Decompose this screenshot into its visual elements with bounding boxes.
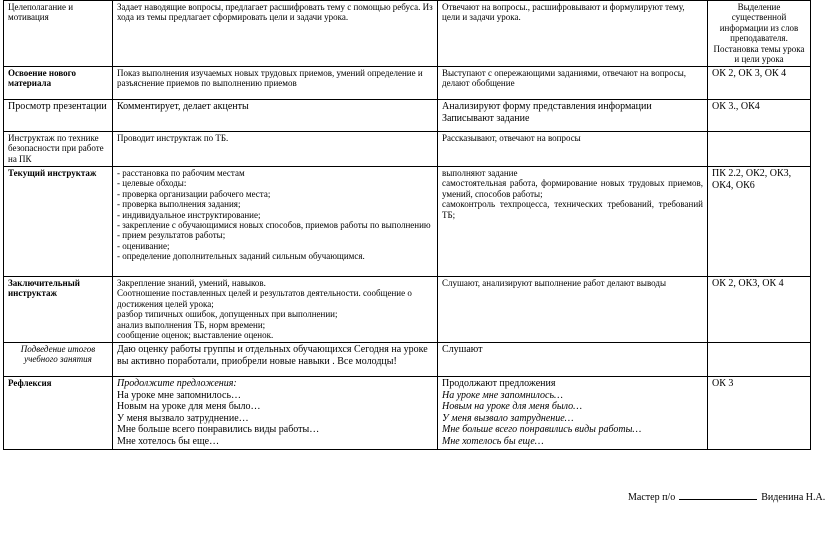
student-cell: [438, 1, 708, 67]
competency-cell: [708, 132, 811, 167]
competency-text: ОК 2, ОК 3, ОК 4: [712, 68, 787, 79]
teacher-activity-line: Мне хотелось бы еще…: [117, 435, 220, 447]
stage-cell: [4, 100, 113, 132]
signature-line: [628, 490, 825, 503]
teacher-activity-line: - целевые обходы:: [117, 178, 187, 189]
stage-label: Просмотр презентации: [8, 101, 107, 112]
table-row: [4, 377, 811, 450]
stage-cell: [4, 132, 113, 167]
table-row: [4, 1, 811, 67]
stage-cell: [4, 277, 113, 343]
teacher-activity-line: Новым на уроке для меня было…: [117, 401, 261, 413]
student-cell: [438, 132, 708, 167]
student-activity-line: Записывают задание: [442, 112, 530, 124]
student-activity: Отвечают на вопросы., расшифровывают и формулируют тему, цели и задачи урока.: [442, 2, 685, 23]
student-cell: [438, 167, 708, 277]
student-cell: [438, 67, 708, 100]
student-activity-line: Продолжают предложения: [442, 378, 556, 389]
teacher-activity: Даю оценку работы группы и отдельных обучающихся Сегодня на уроке вы активно поработали, приобрели новые навыки . Все молодцы!: [117, 344, 428, 367]
teacher-cell: [113, 277, 438, 343]
teacher-cell: [113, 343, 438, 377]
student-activity: Рассказывают, отвечают на вопросы: [442, 133, 581, 143]
stage-cell: [4, 167, 113, 277]
teacher-activity-line: - индивидуальное инструктирование;: [117, 209, 261, 220]
teacher-activity-line: Мне больше всего понравились виды работы…: [117, 424, 320, 436]
teacher-activity-line: - проверка организации рабочего места;: [117, 188, 271, 199]
student-activity: Выступают с опережающими заданиями, отвечают на вопросы, делают обобщение: [442, 68, 687, 89]
teacher-activity: Проводит инструктаж по ТБ.: [117, 133, 229, 143]
student-cell: [438, 100, 708, 132]
teacher-activity-line: анализ выполнения ТБ, норм времени;: [117, 319, 266, 330]
student-activity-line: Анализируют форму представления информации: [442, 101, 652, 112]
stage-label: Целеполагание и мотивация: [8, 2, 74, 23]
teacher-activity: Показ выполнения изучаемых новых трудовых приемов, умений определение и разъяснение приемов по выполнению приемов: [117, 68, 423, 89]
teacher-activity: Комментирует, делает акценты: [117, 101, 249, 112]
student-activity-line: На уроке мне запомнилось…: [442, 389, 563, 401]
competency-text: ОК 2, ОК3, ОК 4: [712, 278, 784, 289]
teacher-activity-line: Продолжите предложения:: [117, 378, 237, 389]
student-activity-line: Мне больше всего понравились виды работы…: [442, 424, 642, 436]
teacher-activity: Задает наводящие вопросы, предлагает расшифровать тему с помощью ребуса. Из хода из темы предлагает сформировать цели и задачи урока.: [117, 2, 433, 23]
stage-cell: [4, 1, 113, 67]
table-row: [4, 343, 811, 377]
stage-label: Текущий инструктаж: [8, 168, 97, 178]
table-row: [4, 100, 811, 132]
stage-cell: [4, 67, 113, 100]
student-activity: Слушают, анализируют выполнение работ делают выводы: [442, 278, 667, 288]
teacher-cell: [113, 1, 438, 67]
teacher-activity-line: У меня вызвало затруднение…: [117, 412, 249, 424]
teacher-cell: [113, 132, 438, 167]
competency-text: ОК 3: [712, 378, 734, 389]
teacher-activity-line: Закрепление знаний, умений, навыков.: [117, 278, 266, 288]
teacher-activity-line: На уроке мне запомнилось…: [117, 389, 242, 401]
teacher-cell: [113, 167, 438, 277]
competency-cell: [708, 277, 811, 343]
stage-label: Подведение итогов учебного занятия: [20, 344, 96, 365]
table-row: [4, 132, 811, 167]
stage-cell: [4, 377, 113, 450]
teacher-cell: [113, 100, 438, 132]
signature-label: Мастер п/о: [628, 492, 676, 503]
teacher-activity-line: - расстановка по рабочим местам: [117, 168, 245, 178]
teacher-activity-line: разбор типичных ошибок, допущенных при выполнении;: [117, 309, 338, 320]
table-row: [4, 167, 811, 277]
student-activity-line: Новым на уроке для меня было…: [442, 401, 583, 413]
lesson-plan-table: [3, 0, 811, 450]
teacher-activity-line: - проверка выполнения задания;: [117, 199, 241, 210]
signature-name: Виденина Н.А.: [761, 492, 825, 503]
stage-cell: [4, 343, 113, 377]
teacher-cell: [113, 67, 438, 100]
table-row: [4, 67, 811, 100]
student-activity-line: выполняют задание: [442, 168, 518, 178]
table-row: [4, 277, 811, 343]
competency-cell: [708, 377, 811, 450]
competency-cell: [708, 67, 811, 100]
signature-blank: [679, 490, 757, 500]
teacher-cell: [113, 377, 438, 450]
teacher-activity-line: - закрепление с обучающимися новых способов, приемов работы по выполнению: [117, 220, 431, 231]
competency-cell: [708, 167, 811, 277]
competency-cell: [708, 100, 811, 132]
competency-cell: [708, 1, 811, 67]
stage-label: Освоение нового материала: [8, 68, 77, 89]
competency-text: ОК 3., ОК4: [712, 101, 760, 112]
teacher-activity-line: сообщение оценок; выставление оценок.: [117, 330, 274, 341]
student-activity-line: самостоятельная работа, формирование новых трудовых приемов, умений, способов работы;: [442, 178, 703, 199]
teacher-activity-line: - определение дополнительных заданий сильным обучающимся.: [117, 251, 365, 262]
competency-text: Выделение существенной информации из слов преподавателя. Постановка темы урока и цели урока: [713, 2, 805, 65]
student-cell: [438, 277, 708, 343]
teacher-activity-line: - прием результатов работы;: [117, 230, 226, 241]
teacher-activity-line: Соотношение поставленных целей и результатов деятельности. сообщение о достижения целей урока;: [117, 288, 412, 309]
student-activity-line: самоконтроль техпроцесса, технических требований, требований ТБ;: [442, 199, 703, 220]
student-activity: Слушают: [442, 344, 483, 355]
competency-text: ПК 2.2, ОК2, ОК3, ОК4, ОК6: [712, 168, 792, 191]
student-cell: [438, 377, 708, 450]
student-activity-line: У меня вызвало затруднение…: [442, 412, 574, 424]
student-activity-line: Мне хотелось бы еще…: [442, 435, 544, 447]
competency-cell: [708, 343, 811, 377]
stage-label: Рефлексия: [8, 378, 52, 388]
teacher-activity-line: - оценивание;: [117, 240, 170, 251]
stage-label: Инструктаж по технике безопасности при работе на ПК: [8, 133, 104, 164]
student-cell: [438, 343, 708, 377]
stage-label: Заключительный инструктаж: [8, 278, 80, 299]
